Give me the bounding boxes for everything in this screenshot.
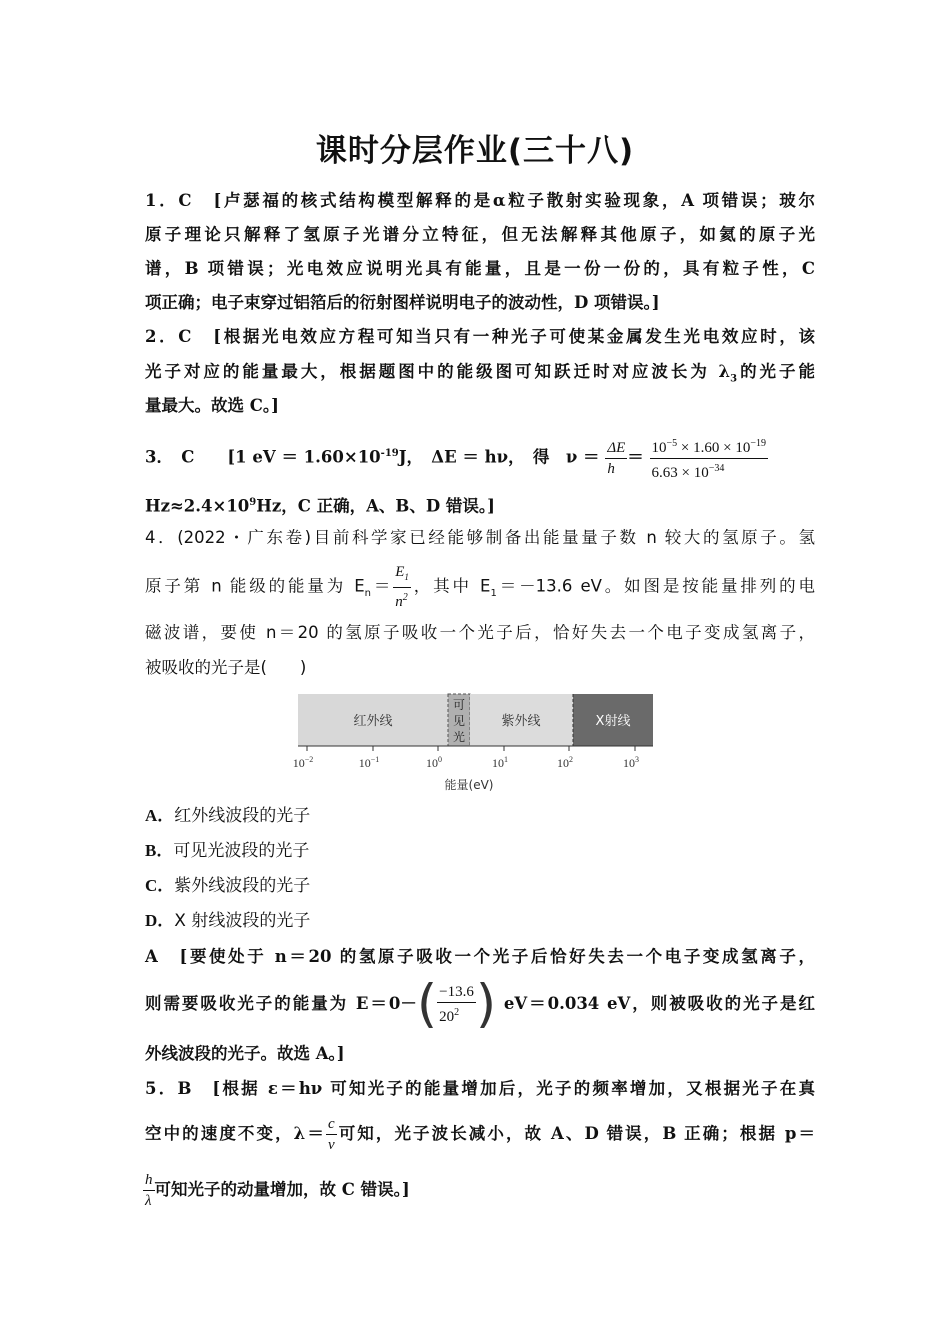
- q5-lambda-fraction: $\frac{c}{\nu}$: [327, 1116, 335, 1153]
- q2-line3: 量最大。故选 C。]: [145, 396, 279, 415]
- q3-fraction-1: $\frac{\Delta E}{h}$: [607, 439, 626, 477]
- band-label-ultraviolet: 紫外线: [501, 714, 541, 729]
- q4-line1: 4．(2022・广东卷)目前科学家已经能够制备出能量量子数 n 较大的氢原子。氢: [145, 528, 815, 547]
- axis-tick-label: $10^0$: [426, 755, 442, 770]
- q4-line2: 原子第 n 能级的能量为 $E_n=$ $\frac{E_1}{n^2}$ ，其中 $E_1=-13.6$ eV。如图是按能量排列的电: [145, 564, 816, 610]
- band-label-visible-1: 可: [452, 698, 466, 712]
- q5-line1: 5．B [根据 ε＝hν 可知光子的能量增加后，光子的频率增加，又根据光子在真: [145, 1079, 815, 1098]
- page-title: 课时分层作业(三十八): [315, 133, 635, 169]
- q3-line1: 3． C [1 eV ＝ $1.60\times 10^{-19}J$， ΔE ＝ hν， 得 ν ＝ $\frac{\Delta E}{h}$ ＝ $\frac{10^{-5} \times 1.60 \times 10^{-19}}{6.63 \times 10^{-34}}$: [145, 432, 815, 476]
- axis-label: 能量(eV): [444, 778, 494, 792]
- axis-tick-label: $10^1$: [492, 755, 508, 770]
- q1-line4: 项正确；电子束穿过铝箔后的衍射图样说明电子的波动性，D 项错误。]: [145, 293, 660, 312]
- axis-tick-label: $10^2$: [557, 755, 573, 770]
- ans4-line2: 则需要吸收光子的能量为 E＝0－( $\frac{-13.6}{20^2}$ ) eV＝0.034 eV，则被吸收的光子是红: [145, 974, 815, 1035]
- band-label-infrared: 红外线: [353, 714, 393, 729]
- q4-energy-fraction: $\frac{E_1}{n^2}$: [395, 564, 409, 610]
- band-label-visible-2: 见: [452, 714, 466, 728]
- option-b: B．可见光波段的光子: [145, 841, 310, 861]
- band-label-visible-3: 光: [452, 730, 466, 744]
- q2-line2: 光子对应的能量最大，根据题图中的能级图可知跃迁时对应波长为 $\lambda_3$的光子能: [145, 362, 815, 385]
- q5-momentum-fraction: $\frac{h}{\lambda}$: [145, 1172, 153, 1209]
- axis-tick-label: $10^3$: [623, 755, 639, 770]
- axis-tick-label: $10^{-1}$: [358, 755, 380, 770]
- ans4-line1: A [要使处于 n＝20 的氢原子吸收一个光子后恰好失去一个电子变成氢离子，: [145, 947, 815, 966]
- ans4-line3: 外线波段的光子。故选 A。]: [145, 1044, 345, 1063]
- axis-tick-label: $10^{-2}$: [292, 755, 314, 770]
- q1-line1: 1．C [卢瑟福的核式结构模型解释的是α粒子散射实验现象，A 项错误；玻尔: [145, 191, 815, 210]
- q2-line1: 2．C [根据光电效应方程可知当只有一种光子可使某金属发生光电效应时，该: [145, 327, 815, 346]
- q3-line2: $Hz\approx 2.4\times 10^9Hz$，C 正确，A、B、D 错误。]: [145, 496, 495, 516]
- electromagnetic-spectrum-figure: [292, 690, 665, 795]
- axis-ticks: [293, 746, 639, 770]
- q1-line3: 谱，B 项错误；光电效应说明光具有能量，且是一份一份的，具有粒子性，C: [145, 259, 815, 278]
- band-label-xray: X射线: [595, 714, 631, 729]
- ans4-fraction: $\frac{-13.6}{20^2}$: [439, 984, 474, 1025]
- option-c: C．紫外线波段的光子: [145, 876, 311, 896]
- q5-line3: $\frac{h}{\lambda}$ 可知光子的动量增加，故 C 错误。]: [145, 1172, 410, 1209]
- q4-line4: 被吸收的光子是( ): [145, 658, 307, 677]
- q3-fraction-2: $\frac{10^{-5} \times 1.60 \times 10^{-19}}{6.63 \times 10^{-34}}$: [651, 437, 766, 481]
- q5-line2: 空中的速度不变，λ＝ $\frac{c}{\nu}$ 可知，光子波长减小，故 A、D 错误，B 正确；根据 p＝: [145, 1116, 815, 1153]
- q1-line2: 原子理论只解释了氢原子光谱分立特征，但无法解释其他原子，如氦的原子光: [145, 225, 815, 244]
- option-d: D．X 射线波段的光子: [145, 911, 311, 931]
- option-a: A．红外线波段的光子: [145, 806, 311, 826]
- q4-line3: 磁波谱，要使 n＝20 的氢原子吸收一个光子后，恰好失去一个电子变成氢离子，: [145, 623, 815, 642]
